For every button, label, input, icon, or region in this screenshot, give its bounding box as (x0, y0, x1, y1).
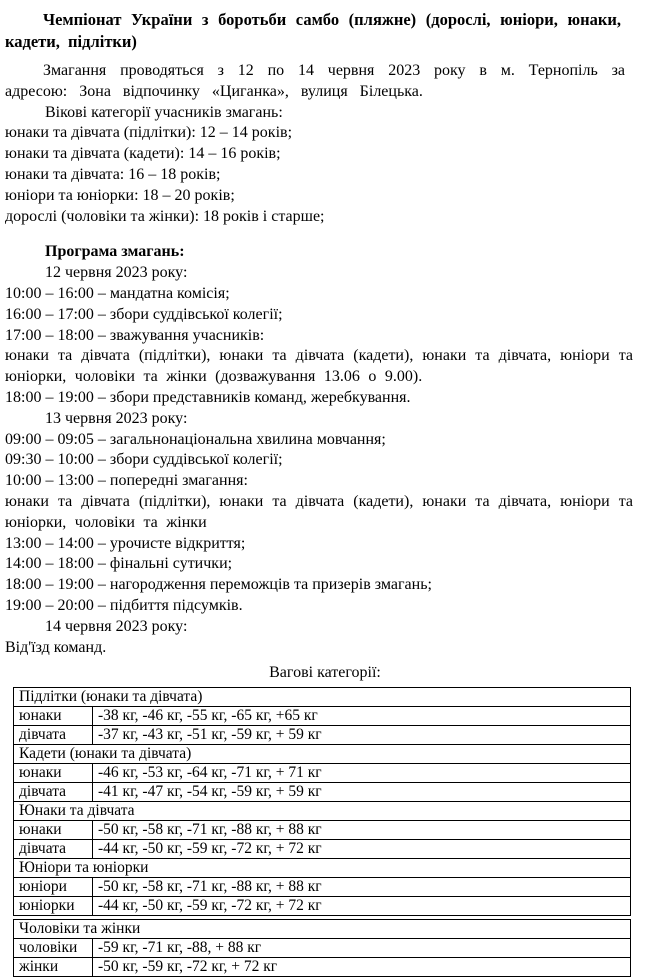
program-line: Від'їзд команд. (5, 638, 107, 656)
program-line: юнаки та дівчата (підлітки), юнаки та дівчата (кадети), юнаки та дівчата, юніори та юніорки, чоловіки та жінки (5, 492, 633, 531)
program-date-line: 14 червня 2023 року: (45, 617, 188, 635)
weight-row-label: юнаки (14, 764, 93, 783)
weight-table-lower (13, 919, 631, 977)
weight-table-section-row (14, 745, 631, 764)
program-line: 10:00 – 16:00 – мандатна комісія; (5, 284, 230, 302)
weight-row-values: -50 кг, -59 кг, -72 кг, + 72 кг (93, 958, 631, 977)
weight-group-label: Чоловіки та жінки (14, 920, 631, 939)
weight-row-values: -37 кг, -43 кг, -51 кг, -59 кг, + 59 кг (93, 726, 631, 745)
weight-row-label: дівчата (14, 840, 93, 859)
program-line: 17:00 – 18:00 – зважування учасників: (5, 326, 265, 344)
weight-row-values: -50 кг, -58 кг, -71 кг, -88 кг, + 88 кг (93, 821, 631, 840)
program-line: 10:00 – 13:00 – попередні змагання: (5, 472, 248, 490)
weight-row-label: юніорки (14, 897, 93, 916)
weight-group-label: Кадети (юнаки та дівчата) (14, 745, 631, 764)
weight-row-label: юнаки (14, 821, 93, 840)
weight-row-values: -44 кг, -50 кг, -59 кг, -72 кг, + 72 кг (93, 840, 631, 859)
document-title: Чемпіонат України з боротьби самбо (пляжне) (дорослі, юніори, юнаки, кадети, підлітки) (5, 10, 621, 51)
program-list (5, 263, 633, 658)
program-line: 09:30 – 10:00 – збори суддівської колегії; (5, 451, 283, 469)
weight-tables (13, 687, 631, 977)
program-line: 18:00 – 19:00 – збори представників команд, жеребкування. (5, 388, 411, 406)
weight-table-section-row (14, 802, 631, 821)
weight-table-section-row (14, 688, 631, 707)
age-category-line: юнаки та дівчата (кадети): 14 – 16 років; (5, 145, 281, 163)
weight-table-row (14, 840, 631, 859)
age-category-line: юнаки та дівчата: 16 – 18 років; (5, 165, 221, 183)
program-line: 09:00 – 09:05 – загальнонаціональна хвилина мовчання; (5, 430, 386, 448)
program-heading: Програма змагань: (45, 243, 185, 261)
program-line: 16:00 – 17:00 – збори суддівської колегії; (5, 305, 283, 323)
weight-table-row (14, 783, 631, 802)
weight-row-label: чоловіки (14, 939, 93, 958)
program-line: юнаки та дівчата (підлітки), юнаки та дівчата (кадети), юнаки та дівчата, юніори та юніорки, чоловіки та жінки (дозважування 13.06 о 9.00). (5, 347, 633, 386)
intro-paragraph: Змагання проводяться з 12 по 14 червня 2023 року в м. Тернопіль за адресою: Зона відпочинку «Циганка», вулиця Білецька. (5, 62, 625, 100)
age-categories-heading: Вікові категорії учасників змагань: (45, 103, 283, 121)
weight-table-upper (13, 687, 631, 916)
weight-group-label: Юнаки та дівчата (14, 802, 631, 821)
weight-group-label: Підлітки (юнаки та дівчата) (14, 688, 631, 707)
weight-row-label: юніори (14, 878, 93, 897)
program-date-line: 13 червня 2023 року: (45, 409, 188, 427)
weight-row-values: -59 кг, -71 кг, -88, + 88 кг (93, 939, 631, 958)
weight-row-label: жінки (14, 958, 93, 977)
weight-table-row (14, 897, 631, 916)
weight-table-section-row (14, 859, 631, 878)
weight-row-values: -38 кг, -46 кг, -55 кг, -65 кг, +65 кг (93, 707, 631, 726)
weight-table-row (14, 878, 631, 897)
weight-table-row (14, 726, 631, 745)
program-line: 14:00 – 18:00 – фінальні сутички; (5, 555, 233, 573)
weight-table-row (14, 707, 631, 726)
weight-table-row (14, 821, 631, 840)
age-category-line: юніори та юніорки: 18 – 20 років; (5, 186, 235, 204)
weight-table-section-row (14, 920, 631, 939)
program-date-line: 12 червня 2023 року: (45, 264, 188, 282)
weight-row-label: юнаки (14, 707, 93, 726)
weight-group-label: Юніори та юніорки (14, 859, 631, 878)
age-categories-list (5, 123, 633, 227)
program-line: 13:00 – 14:00 – урочисте відкриття; (5, 534, 246, 552)
weight-row-label: дівчата (14, 726, 93, 745)
weight-row-values: -44 кг, -50 кг, -59 кг, -72 кг, + 72 кг (93, 897, 631, 916)
weight-table-row (14, 939, 631, 958)
program-line: 18:00 – 19:00 – нагородження переможців та призерів змагань; (5, 576, 432, 594)
weight-table-row (14, 958, 631, 977)
age-category-line: юнаки та дівчата (підлітки): 12 – 14 років; (5, 124, 293, 142)
weight-row-values: -41 кг, -47 кг, -54 кг, -59 кг, + 59 кг (93, 783, 631, 802)
program-line: 19:00 – 20:00 – підбиття підсумків. (5, 596, 243, 614)
weight-categories-heading: Вагові категорії: (269, 664, 381, 682)
weight-row-values: -50 кг, -58 кг, -71 кг, -88 кг, + 88 кг (93, 878, 631, 897)
weight-row-values: -46 кг, -53 кг, -64 кг, -71 кг, + 71 кг (93, 764, 631, 783)
weight-table-row (14, 764, 631, 783)
age-category-line: дорослі (чоловіки та жінки): 18 років і старше; (5, 207, 325, 225)
weight-row-label: дівчата (14, 783, 93, 802)
